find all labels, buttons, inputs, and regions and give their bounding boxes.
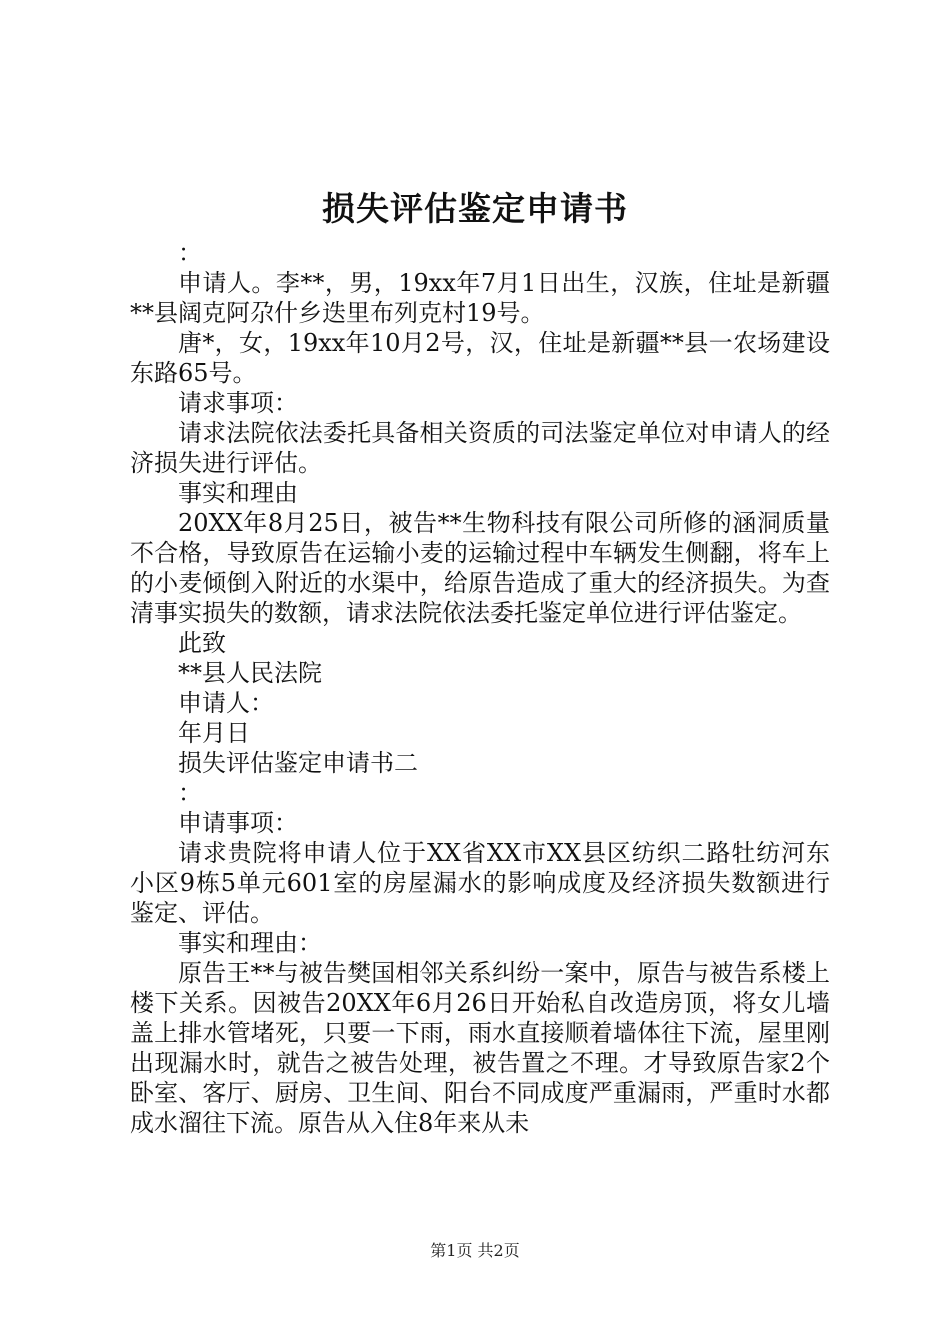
court-name: **县人民法院 — [178, 659, 322, 687]
document-title: 损失评估鉴定申请书 — [322, 189, 628, 228]
facts-paragraph: 20XX年8月25日，被告**生物科技有限公司所修的涵洞质量不合格，导致原告在运输小麦的运输过程中车辆发生侧翻，将车上的小麦倾倒入附近的水渠中，给原告造成了重大的经济损失。为查清事实损失的数额，请求法院依法委托鉴定单位进行评估鉴定。 — [130, 509, 830, 627]
closing-line: 此致 — [178, 629, 226, 657]
signature-label: 申请人： — [178, 689, 274, 717]
document-body — [130, 238, 830, 1138]
second-document-title: 损失评估鉴定申请书二 — [178, 749, 418, 777]
salutation-colon: ： — [178, 239, 202, 267]
second-facts-paragraph: 原告王**与被告樊国相邻关系纠纷一案中，原告与被告系楼上楼下关系。因被告20XX年6月26日开始私自改造房顶，将女儿墙盖上排水管堵死，只要一下雨，雨水直接顺着墙体往下流，屋里刚出现漏水时，就告之被告处理，被告置之不理。才导致原告家2个卧室、客厅、厨房、卫生间、阳台不同成度严重漏雨，严重时水都成水溜往下流。原告从入住8年来从未 — [130, 959, 830, 1137]
second-facts-heading: 事实和理由： — [178, 929, 322, 957]
facts-heading: 事实和理由 — [178, 479, 298, 507]
date-label: 年月日 — [178, 719, 250, 747]
application-items-paragraph: 请求贵院将申请人位于XX省XX市XX县区纺织二路牡纺河东小区9栋5单元601室的房屋漏水的影响成度及经济损失数额进行鉴定、评估。 — [130, 839, 830, 927]
request-heading: 请求事项： — [178, 389, 298, 417]
page-footer: 第1页 共2页 — [430, 1241, 520, 1260]
application-items-heading: 申请事项： — [178, 809, 298, 837]
second-applicant-paragraph: 唐*，女，19xx年10月2号，汉，住址是新疆**县一农场建设东路65号。 — [130, 329, 830, 387]
second-salutation-colon: ： — [178, 779, 202, 807]
request-paragraph: 请求法院依法委托具备相关资质的司法鉴定单位对申请人的经济损失进行评估。 — [130, 419, 830, 477]
applicant-info-paragraph: 申请人。李**，男，19xx年7月1日出生，汉族，住址是新疆**县阔克阿尕什乡迭里布列克村19号。 — [130, 269, 830, 327]
